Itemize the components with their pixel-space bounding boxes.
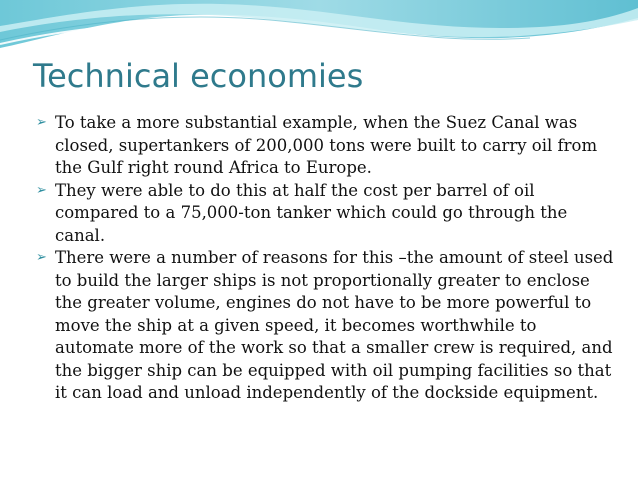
arrowhead-bullet-icon: ➢: [36, 250, 47, 265]
arrowhead-bullet-icon: ➢: [36, 115, 47, 130]
bullet-item: [36, 112, 616, 180]
bullet-item: [36, 180, 616, 248]
wave-header-decoration: [0, 0, 638, 60]
bullet-text: They were able to do this at half the cost per barrel of oil compared to a 75,000-ton tanker which could go through the canal.: [55, 180, 568, 245]
slide-title: Technical economies: [33, 57, 364, 95]
bullet-item: [36, 247, 616, 405]
bullet-text: To take a more substantial example, when the Suez Canal was closed, supertankers of 200,000 tons were built to carry oil from the Gulf right round Africa to Europe.: [55, 113, 598, 177]
bullet-text: There were a number of reasons for this –the amount of steel used to build the larger ships is not proportionally greater to enclose the greater volume, engines do not have to be more powerful to move the ship at a given speed, it becomes worthwhile to automate more of the work so that a smaller crew is required, and the bigger ship can be equipped with oil pumping facilities so that it can load and unload independently of the dockside equipment.: [55, 248, 614, 402]
arrowhead-bullet-icon: ➢: [36, 182, 47, 198]
wave-graphic: [0, 0, 638, 60]
bullet-list: [36, 112, 616, 405]
